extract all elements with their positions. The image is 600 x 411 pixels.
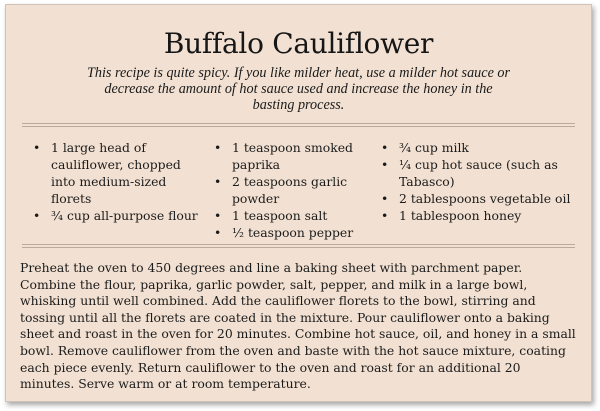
bullet-icon: •	[381, 208, 389, 223]
ingredient-item	[211, 173, 361, 207]
ingredients-column-3	[378, 139, 578, 224]
ingredient-text: ¾ cup all-purpose flour	[51, 208, 198, 223]
ingredient-text: 1 tablespoon honey	[399, 208, 522, 223]
ingredient-item	[211, 139, 361, 173]
bullet-icon: •	[381, 191, 389, 206]
bullet-icon: •	[214, 140, 222, 155]
ingredients-column-1	[30, 139, 200, 224]
ingredient-text: 2 teaspoons garlic powder	[232, 174, 348, 206]
ingredient-item	[211, 207, 361, 224]
ingredient-text: 1 teaspoon salt	[232, 208, 328, 223]
bullet-icon: •	[381, 157, 389, 172]
divider-bottom	[22, 244, 575, 248]
ingredient-item	[378, 139, 578, 156]
ingredient-text: 2 tablespoons vegetable oil	[399, 191, 571, 206]
bullet-icon: •	[214, 225, 222, 240]
ingredient-item	[378, 207, 578, 224]
recipe-card	[5, 4, 592, 402]
bullet-icon: •	[33, 140, 41, 155]
ingredient-text: 1 teaspoon smoked paprika	[232, 140, 353, 172]
ingredient-text: ¾ cup milk	[399, 140, 469, 155]
ingredient-text: 1 large head of cauliflower, chopped into medium-sized florets	[51, 140, 181, 206]
ingredient-item	[378, 190, 578, 207]
recipe-directions: Preheat the oven to 450 degrees and line a baking sheet with parchment paper. Combine the flour, paprika, garlic powder, salt, pepper, and milk in a large bowl, whisking until well combined. Add the cauliflower florets to the bowl, stirring and tossing until all the florets are coated in the mixture. Pour cauliflower onto a baking sheet and roast in the oven for 20 minutes. Combine hot sauce, oil, and honey in a small bowl. Remove cauliflower from the oven and baste with the hot sauce mixture, coating each piece evenly. Return cauliflower to the oven and roast for an additional 20 minutes. Serve warm or at room temperature.	[20, 260, 576, 392]
ingredient-text: ¼ cup hot sauce (such as Tabasco)	[399, 157, 558, 189]
bullet-icon: •	[381, 140, 389, 155]
recipe-title: Buffalo Cauliflower	[163, 27, 434, 60]
ingredients-column-2	[211, 139, 361, 241]
bullet-icon: •	[33, 208, 41, 223]
ingredient-item	[30, 139, 200, 207]
ingredient-text: ½ teaspoon pepper	[232, 225, 354, 240]
bullet-icon: •	[214, 174, 222, 189]
bullet-icon: •	[214, 208, 222, 223]
ingredient-item	[211, 224, 361, 241]
ingredient-item	[30, 207, 200, 224]
recipe-note: This recipe is quite spicy. If you like milder heat, use a milder hot sauce or decrease the amount of hot sauce used and increase the honey in the basting process.	[86, 65, 511, 113]
ingredient-item	[378, 156, 578, 190]
divider-top	[22, 123, 575, 127]
